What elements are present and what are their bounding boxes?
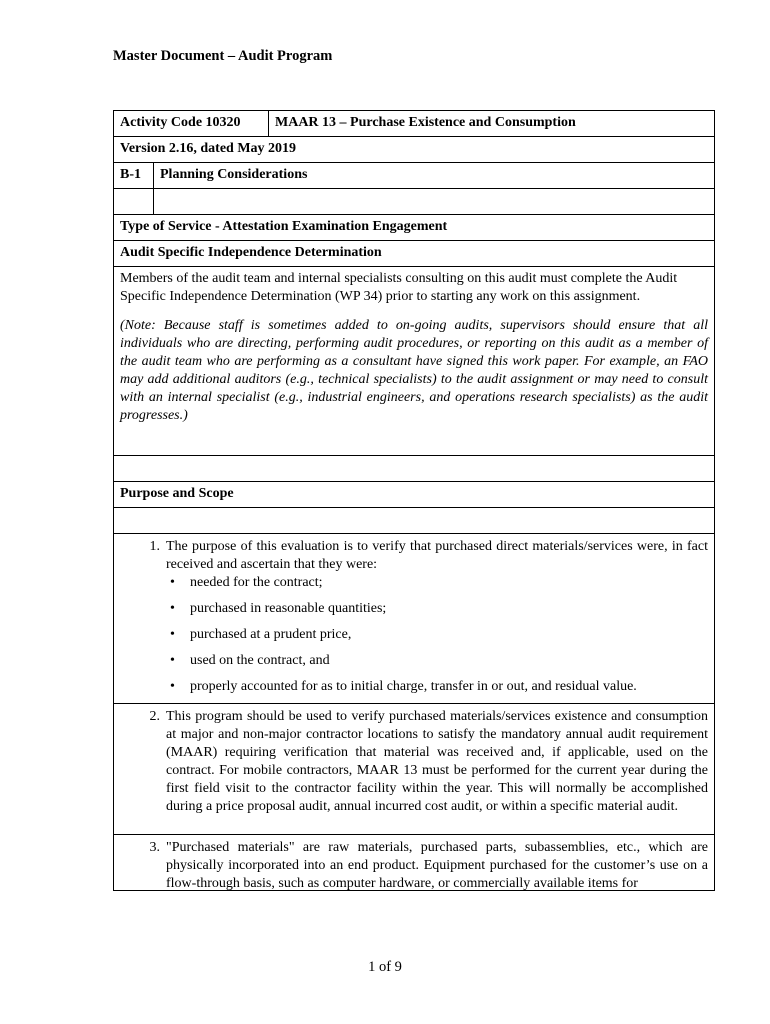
item-number: 2. <box>149 709 160 724</box>
purpose-item-3 <box>114 835 714 891</box>
numbered-item <box>114 534 714 700</box>
version-text: Version 2.16, dated May 2019 <box>120 141 297 156</box>
purpose-item-1 <box>114 534 714 704</box>
type-of-service-row <box>114 215 714 241</box>
section-row <box>114 163 714 189</box>
empty-row <box>114 508 714 534</box>
page-number: 1 of 9 <box>368 959 402 975</box>
empty-row <box>114 456 714 482</box>
bullet-icon: • <box>170 575 175 590</box>
bullet-icon: • <box>170 627 175 642</box>
item-text: This program should be used to verify purchased materials/services existence and consumption at major and non-major contractor locations to satisfy the mandatory annual audit requirement (MAAR) requiring verification that material was received and, if applicable, used on the contract. For mobile contractors, MAAR 13 must be performed for the current year during the first field visit to the contractor facility within the year. This will normally be accomplished during a price proposal audit, annual incurred cost audit, or within a specific material audit. <box>166 709 708 814</box>
document-header: Master Document – Audit Program <box>113 48 333 64</box>
item-text: "Purchased materials" are raw materials, purchased parts, subassemblies, etc., which are physically incorporated into an end product. Equipment purchased for the customer’s use on a flow-through basis, such as computer hardware, or commercially available items for <box>166 840 708 891</box>
list-item <box>166 652 708 670</box>
list-item <box>166 600 708 618</box>
empty-cell <box>114 189 154 214</box>
list-item <box>166 626 708 644</box>
section-title: Planning Considerations <box>160 167 308 182</box>
bullet-text: properly accounted for as to initial charge, transfer in or out, and residual value. <box>190 679 637 694</box>
section-code: B-1 <box>114 163 154 188</box>
independence-note: (Note: Because staff is sometimes added to on-going audits, supervisors should ensure that all individuals who are directing, performing audit procedures, or reporting on this audit as a member of the audit team who are performing as a consultant have signed this work paper. For example, an FAO may add additional auditors (e.g., technical specialists) to the audit assignment or may need to consult with an internal specialist (e.g., industrial engineers, and operations research specialists) as the audit progresses.) <box>120 318 708 423</box>
bullet-list <box>166 574 708 696</box>
independence-text: Members of the audit team and internal specialists consulting on this audit must complete the Audit Specific Independence Determination (WP 34) prior to starting any work on this assignment. <box>120 271 678 304</box>
numbered-item <box>114 835 714 891</box>
purpose-heading-row <box>114 482 714 508</box>
bullet-icon: • <box>170 653 175 668</box>
independence-heading: Audit Specific Independence Determination <box>120 245 382 260</box>
purpose-item-2 <box>114 704 714 835</box>
empty-split-row <box>114 189 714 215</box>
list-item <box>166 574 708 592</box>
item-number: 1. <box>149 539 160 554</box>
version-row <box>114 137 714 163</box>
purpose-heading: Purpose and Scope <box>120 486 234 501</box>
activity-row <box>114 111 714 137</box>
independence-body-row <box>114 267 714 456</box>
item-number: 3. <box>149 840 160 855</box>
bullet-text: used on the contract, and <box>190 653 330 668</box>
independence-heading-row <box>114 241 714 267</box>
bullet-text: purchased in reasonable quantities; <box>190 601 387 616</box>
bullet-icon: • <box>170 679 175 694</box>
type-of-service: Type of Service - Attestation Examination Engagement <box>120 219 448 234</box>
list-item <box>166 678 708 696</box>
bullet-text: needed for the contract; <box>190 575 323 590</box>
bullet-text: purchased at a prudent price, <box>190 627 352 642</box>
activity-code: Activity Code 10320 <box>114 111 269 136</box>
item-text: The purpose of this evaluation is to verify that purchased direct materials/services were, in fact received and ascertain that they were: <box>166 539 708 572</box>
maar-title: MAAR 13 – Purchase Existence and Consumption <box>275 115 576 130</box>
bullet-icon: • <box>170 601 175 616</box>
audit-program-table <box>113 110 715 891</box>
numbered-item <box>114 704 714 820</box>
